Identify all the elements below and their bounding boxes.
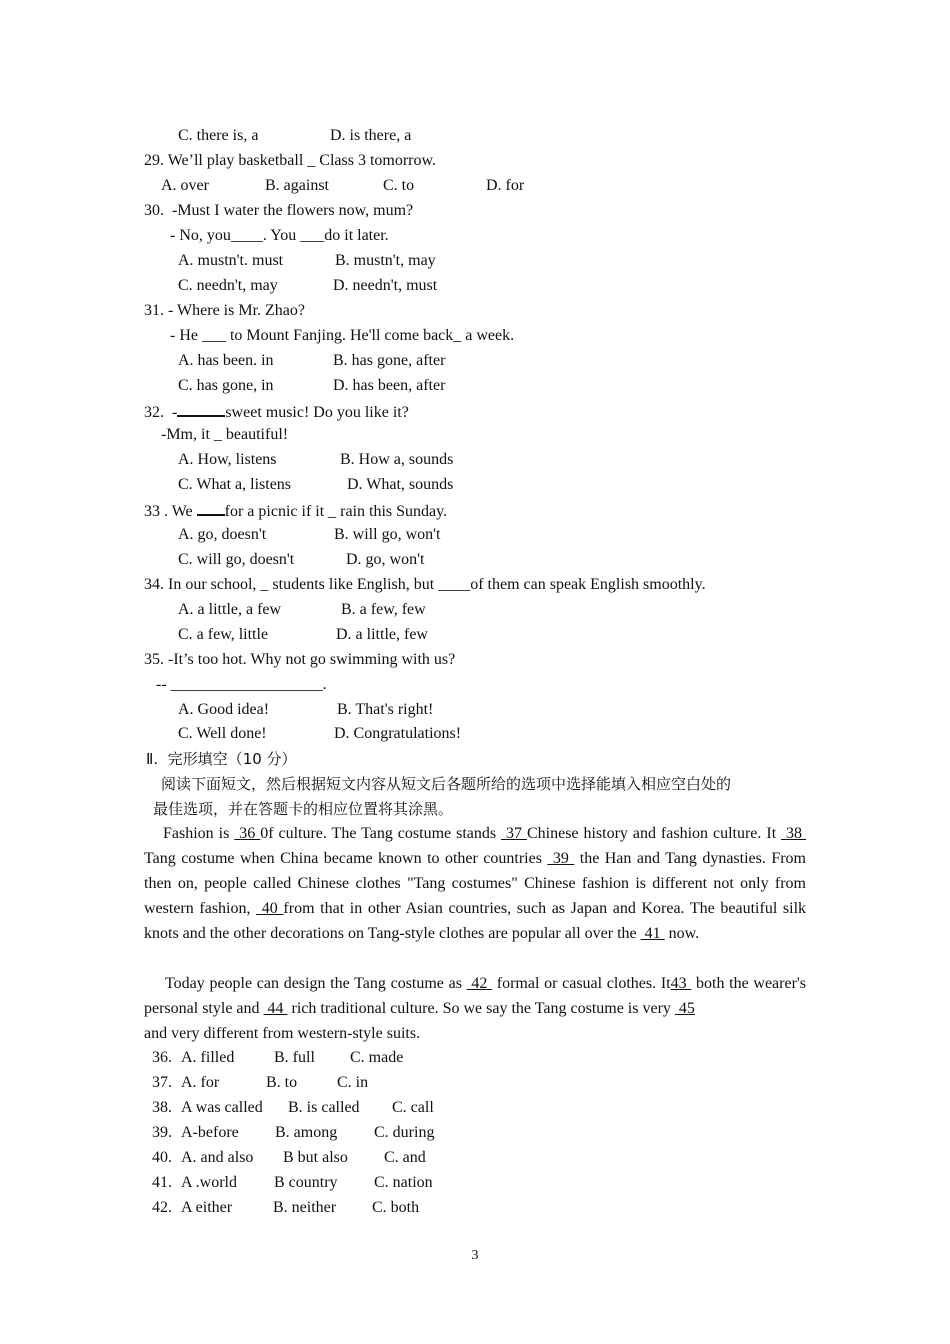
q31-option-c: C. has gone, in — [178, 377, 274, 394]
q33-option-c: C. will go, doesn't — [178, 551, 295, 568]
q30-option-c: C. needn't, may — [178, 277, 278, 294]
q34-option-c: C. a few, little — [178, 626, 269, 643]
cloze-option: A was called — [181, 1099, 263, 1116]
cloze-num: 36. — [152, 1049, 172, 1066]
q30-option-d: D. needn't, must — [333, 277, 438, 294]
cloze-option: C. made — [350, 1049, 404, 1066]
cloze-option: C. in — [337, 1074, 369, 1091]
section-heading: Ⅱ. 完形填空（10 分） — [146, 750, 297, 768]
p1-text: the Han and Tang dynasties. From then on, people called Chinese clothes "Tang costumes" Chinese fashion is different not only from western fashion, — [144, 850, 806, 917]
cloze-option: B. is called — [288, 1099, 360, 1116]
cloze-option: B country — [274, 1174, 338, 1191]
q34-option-d: D. a little, few — [336, 626, 428, 643]
section-instruction-1: 阅读下面短文，然后根据短文内容从短文后各题所给的选项中选择能填入相应空白处的 — [161, 775, 732, 793]
q32-stem-2: -Mm, it _ beautiful! — [161, 426, 289, 443]
q32-option-c: C. What a, listens — [178, 476, 292, 493]
q30-stem-2: - No, you____. You ___do it later. — [170, 227, 389, 244]
blank-43: 43 — [670, 975, 692, 992]
q35-option-b: B. That's right! — [337, 701, 434, 718]
p1-text: Fashion is — [163, 825, 235, 842]
q30-option-a: A. mustn't. must — [178, 252, 284, 269]
cloze-option: C. and — [384, 1149, 426, 1166]
q30-stem: 30. -Must I water the flowers now, mum? — [144, 202, 414, 219]
q35-option-d: D. Congratulations! — [334, 725, 462, 742]
q32-option-b: B. How a, sounds — [340, 451, 454, 468]
cloze-option: B. among — [275, 1124, 338, 1141]
blank-42: 42 — [466, 975, 493, 992]
cloze-option: A .world — [181, 1174, 237, 1191]
passage-paragraph-2 — [144, 971, 806, 1046]
q35-option-c: C. Well done! — [178, 725, 267, 742]
q29-option-a: A. over — [161, 177, 209, 194]
q32-option-d: D. What, sounds — [347, 476, 454, 493]
cloze-num: 40. — [152, 1149, 172, 1166]
p2-text: Today people can design the Tang costume as — [165, 975, 467, 992]
q33-option-b: B. will go, won't — [334, 526, 441, 543]
q34-option-b: B. a few, few — [341, 601, 426, 618]
q28-option-d: D. is there, a — [330, 127, 412, 144]
p1-text: Chinese history and fashion culture. It — [526, 825, 782, 842]
q32-stem-start: 32. - — [144, 404, 178, 421]
q33-stem — [144, 500, 447, 522]
blank-41: 41 — [640, 925, 665, 942]
q29-option-d: D. for — [486, 177, 525, 194]
blank-45: 45 — [674, 1000, 695, 1017]
p1-text: from that in other Asian countries, such as Japan and Korea. The beautiful silk knots and the other decorations on Tang-style clothes are popular all over the — [144, 900, 807, 942]
q32-blank — [177, 401, 225, 417]
cloze-option: C. both — [372, 1199, 420, 1216]
p2-text: both the wearer's personal style and — [144, 975, 807, 1017]
q32-stem — [144, 401, 409, 423]
p2-text: rich traditional culture. So we say the Tang costume is very — [287, 1000, 675, 1017]
q35-option-a: A. Good idea! — [178, 701, 270, 718]
cloze-num: 41. — [152, 1174, 172, 1191]
blank-44: 44 — [263, 1000, 288, 1017]
blank-36: 36 — [234, 825, 261, 842]
q33-blank — [197, 500, 225, 516]
q32-option-a: A. How, listens — [178, 451, 277, 468]
q34-option-a: A. a little, a few — [178, 601, 282, 618]
q31-option-d: D. has been, after — [333, 377, 446, 394]
cloze-option: A either — [181, 1199, 233, 1216]
cloze-option: B. to — [266, 1074, 298, 1091]
cloze-option: A. for — [181, 1074, 220, 1091]
q31-option-a: A. has been. in — [178, 352, 274, 369]
cloze-option: C. during — [374, 1124, 435, 1141]
q29-option-b: B. against — [265, 177, 329, 194]
q34-stem: 34. In our school, _ students like English, but ____of them can speak English smoothly. — [144, 576, 706, 593]
q29-option-c: C. to — [383, 177, 415, 194]
cloze-num: 37. — [152, 1074, 172, 1091]
cloze-option: C. call — [392, 1099, 434, 1116]
cloze-num: 39. — [152, 1124, 172, 1141]
q35-stem: 35. -It’s too hot. Why not go swimming with us? — [144, 651, 456, 668]
cloze-num: 38. — [152, 1099, 172, 1116]
q31-stem-2: - He ___ to Mount Fanjing. He'll come back_ a week. — [170, 327, 515, 344]
p2-text: and very different from western-style suits. — [144, 1025, 421, 1042]
q29-stem: 29. We’ll play basketball _ Class 3 tomorrow. — [144, 152, 436, 169]
p1-text: now. — [664, 925, 700, 942]
blank-40: 40 — [256, 900, 284, 917]
q33-stem-start: 33 . We — [144, 503, 197, 520]
cloze-option: A. and also — [181, 1149, 254, 1166]
q33-option-a: A. go, doesn't — [178, 526, 267, 543]
q33-stem-end: for a picnic if it _ rain this Sunday. — [224, 503, 448, 520]
q30-option-b: B. mustn't, may — [335, 252, 436, 269]
q31-stem: 31. - Where is Mr. Zhao? — [144, 302, 305, 319]
q35-stem-2: -- ___________________. — [156, 676, 327, 693]
p1-text: 0f culture. The Tang costume stands — [260, 825, 502, 842]
page-number: 3 — [471, 1248, 479, 1263]
cloze-num: 42. — [152, 1199, 172, 1216]
cloze-option: B. neither — [273, 1199, 337, 1216]
blank-39: 39 — [547, 850, 575, 867]
p1-text: Tang costume when China became known to other countries — [144, 850, 548, 867]
section-instruction-2: 最佳选项，并在答题卡的相应位置将其涂黑。 — [153, 800, 454, 818]
passage-paragraph-1 — [144, 821, 806, 946]
cloze-option: A. filled — [181, 1049, 235, 1066]
p2-text: formal or casual clothes. It — [492, 975, 671, 992]
q31-option-b: B. has gone, after — [333, 352, 446, 369]
q28-option-c: C. there is, a — [178, 127, 259, 144]
cloze-option: B but also — [283, 1149, 348, 1166]
q32-stem-end: sweet music! Do you like it? — [225, 404, 409, 421]
blank-37: 37 — [501, 825, 527, 842]
blank-38: 38 — [781, 825, 807, 842]
q33-option-d: D. go, won't — [346, 551, 425, 568]
cloze-option: A-before — [181, 1124, 239, 1141]
cloze-option: B. full — [274, 1049, 315, 1066]
cloze-option: C. nation — [374, 1174, 433, 1191]
